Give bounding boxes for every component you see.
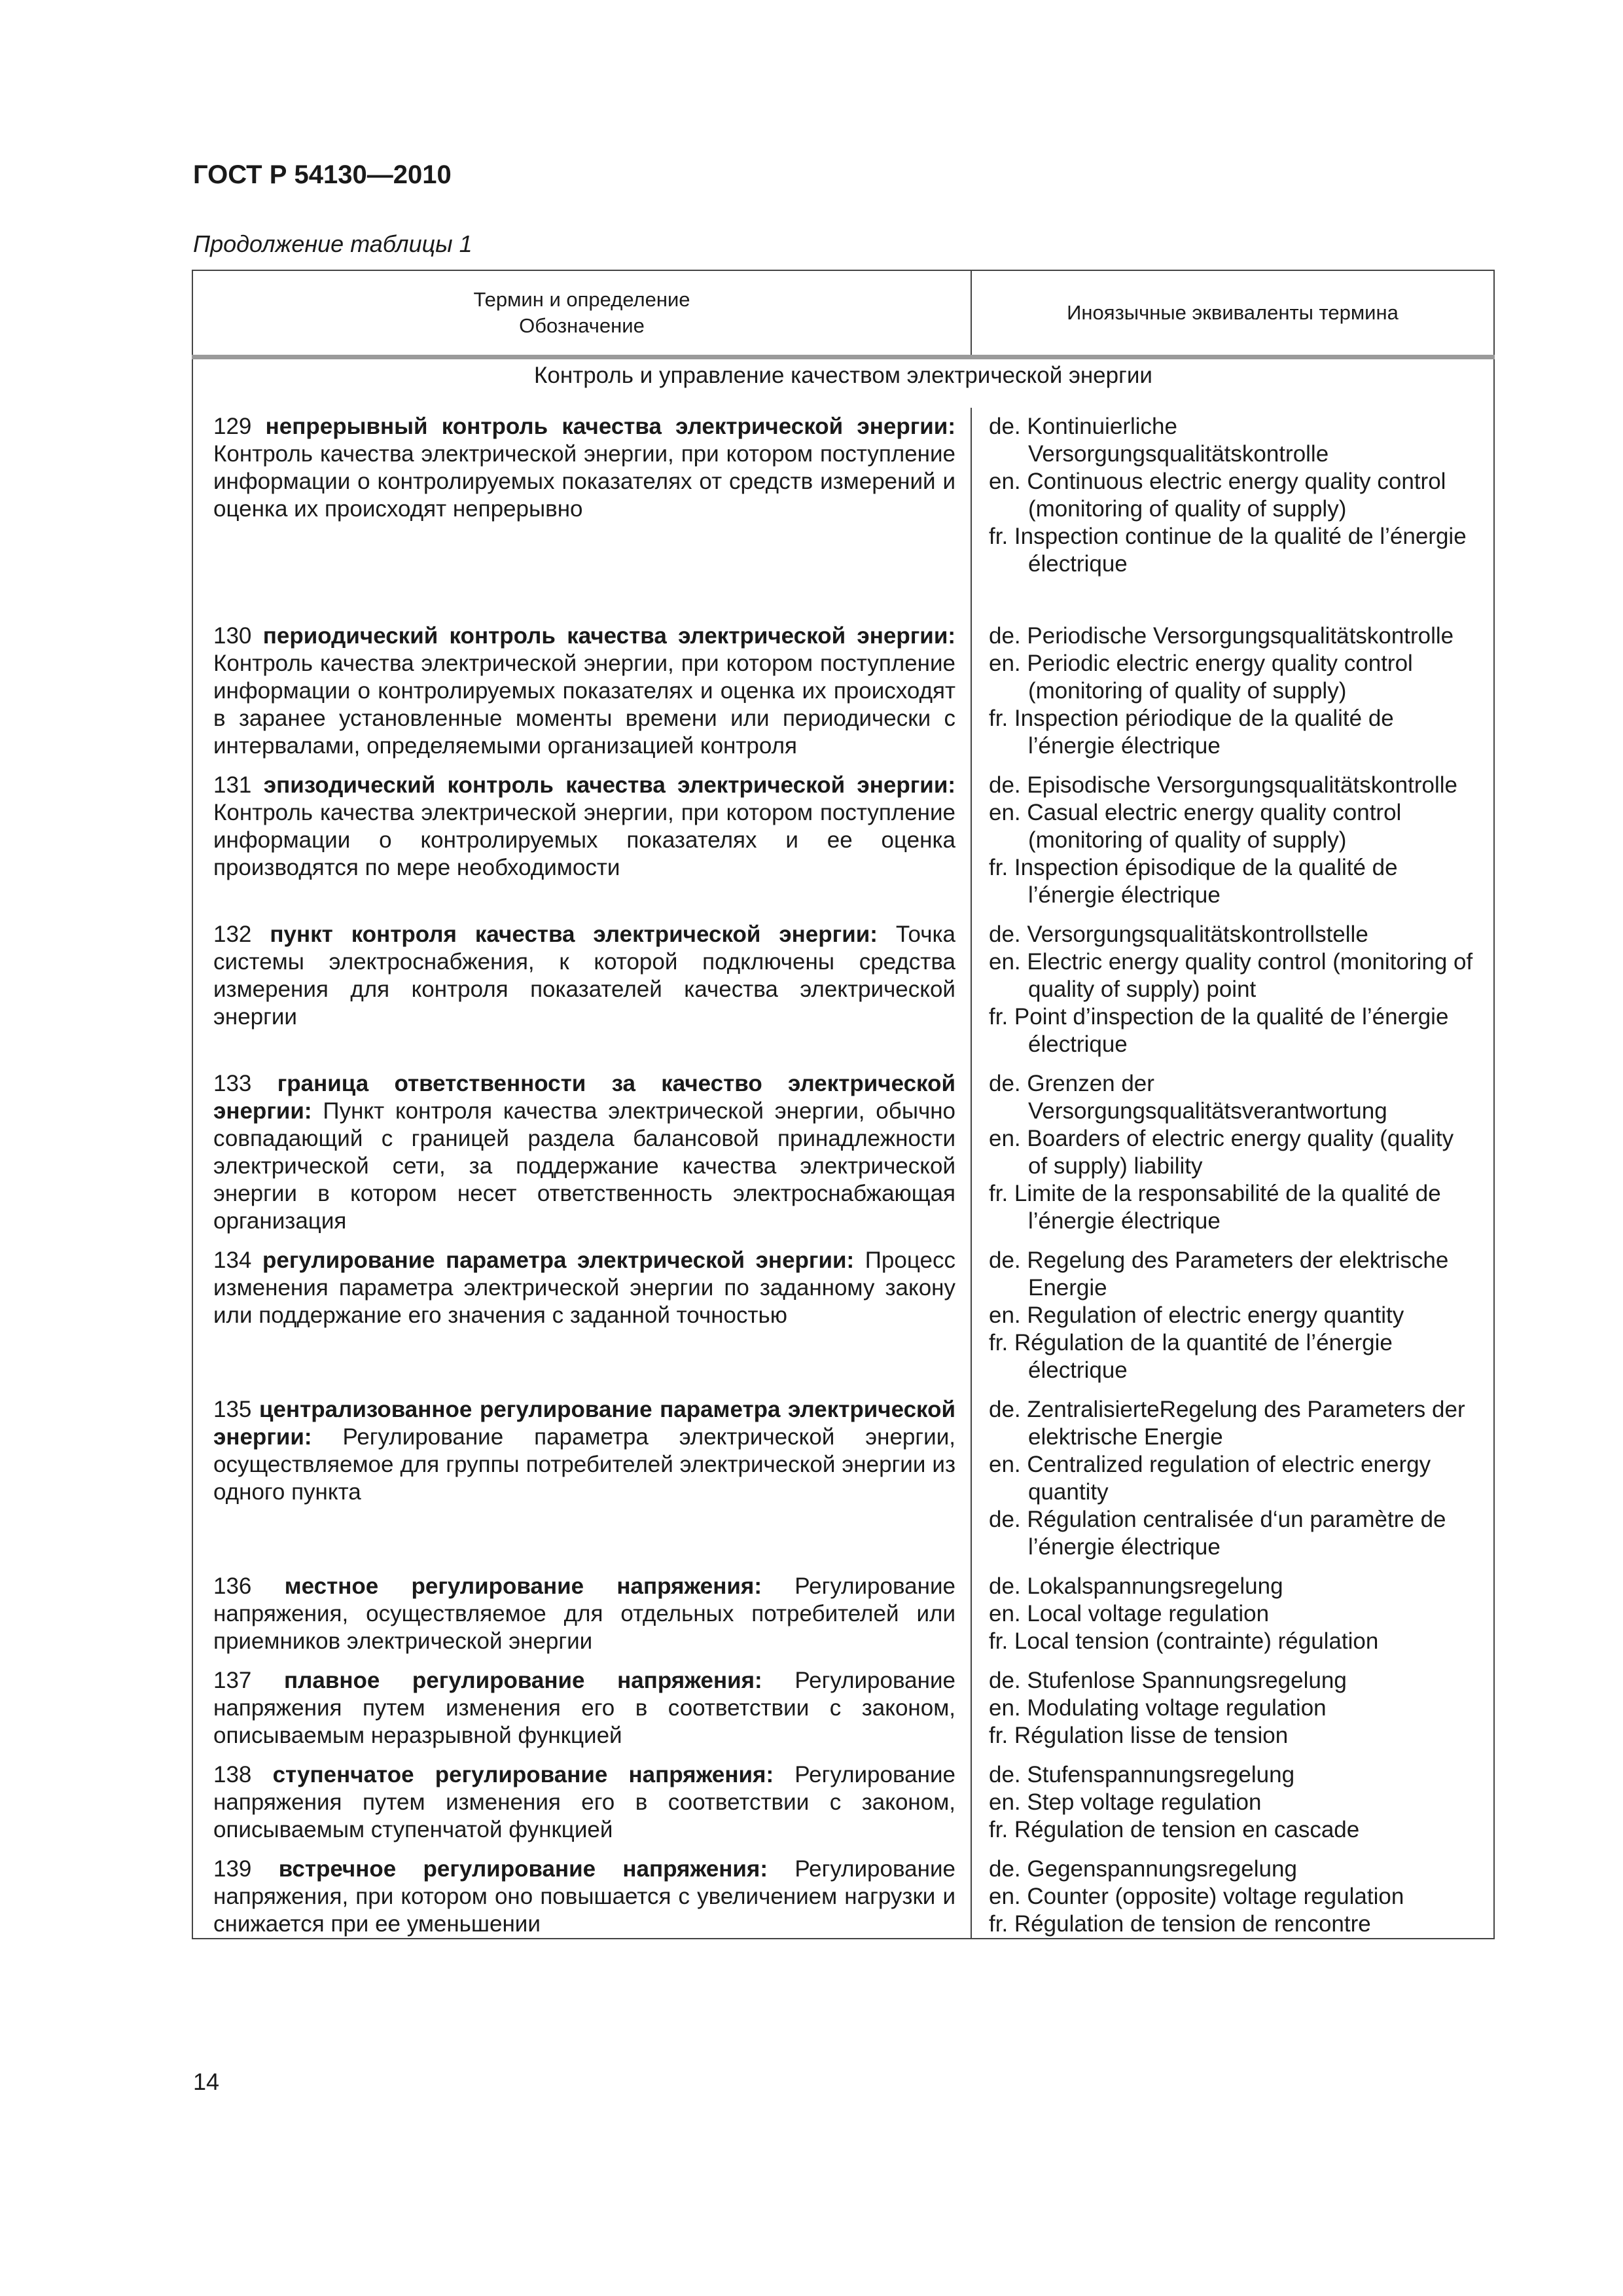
term-cell <box>192 617 971 766</box>
term-cell <box>192 1391 971 1568</box>
term-cell <box>192 766 971 916</box>
term-row <box>192 617 1494 766</box>
term-number: 131 <box>213 772 252 798</box>
equivalents-cell <box>971 1568 1494 1662</box>
term-definition: Процесс изменения параметра электрической энергии по заданному закону или поддержание его значения с заданной точностью <box>213 1247 955 1328</box>
term-entry <box>194 772 970 882</box>
term-number: 133 <box>213 1071 252 1096</box>
term-cell <box>192 1065 971 1242</box>
term-name: встречное регулирование напряжения: <box>278 1856 768 1882</box>
term-cell <box>192 1662 971 1756</box>
term-entry <box>194 413 970 523</box>
term-column-header-line2: Обозначение <box>519 314 645 337</box>
term-cell <box>192 1568 971 1662</box>
term-definition: Контроль качества электрической энергии, при котором поступление информации о контролируемых показателях и оценка их происходят в заранее установленные моменты времени или периодически с интервалами, определяемыми организацией контроля <box>213 651 955 759</box>
term-column-header <box>192 270 971 357</box>
term-entry <box>194 1573 970 1655</box>
equivalent-fr: fr. Inspection périodique de la qualité de l’énergie électrique <box>989 706 1394 759</box>
equivalent-en: en. Local voltage regulation <box>989 1601 1270 1626</box>
term-definition: Регулирование напряжения, при котором оно повышается с увеличением нагрузки и снижается при ее уменьшении <box>213 1856 955 1937</box>
term-definition: Пункт контроля качества электрической энергии, обычно совпадающий с границей раздела балансовой принадлежности электрической сети, за поддержание качества электрической энергии в котором несет ответственность электроснабжающая организация <box>213 1098 956 1234</box>
equivalent-en: en. Centralized regulation of electric energy quantity <box>989 1452 1431 1505</box>
term-name: централизованное регулирование параметра электрической энергии: <box>213 1397 955 1450</box>
equivalent-fr: fr. Limite de la responsabilité de la qualité de l’énergie électrique <box>989 1181 1441 1234</box>
equivalent-de: de. Regelung des Parameters der elektrische Energie <box>989 1247 1449 1300</box>
term-definition: Регулирование напряжения путем изменения его в соответствии с законом, описываемым ступенчатой функцией <box>213 1762 955 1842</box>
term-row <box>192 766 1494 916</box>
equivalent-de: de. Gegenspannungsregelung <box>989 1856 1297 1882</box>
term-row <box>192 916 1494 1065</box>
equivalents-cell <box>971 1242 1494 1391</box>
term-name: регулирование параметра электрической энергии: <box>262 1247 855 1273</box>
term-number: 129 <box>213 414 252 439</box>
equivalent-en: en. Regulation of electric energy quantity <box>989 1302 1404 1328</box>
equivalent-de: de. ZentralisierteRegelung des Parameters der elektrische Energie <box>989 1397 1465 1450</box>
term-number: 139 <box>213 1856 252 1882</box>
equivalent-en: en. Periodic electric energy quality control (monitoring of quality of supply) <box>989 651 1413 704</box>
term-row <box>192 1850 1494 1939</box>
term-cell <box>192 1850 971 1939</box>
term-row <box>192 408 1494 617</box>
equivalents-cell <box>971 1850 1494 1939</box>
equivalent-fr: fr. Régulation lisse de tension <box>989 1723 1289 1748</box>
term-name: периодический контроль качества электрической энергии: <box>262 623 955 649</box>
equivalent-en: en. Casual electric energy quality control (monitoring of quality of supply) <box>989 800 1402 853</box>
equivalent-fr: fr. Régulation de tension en cascade <box>989 1817 1360 1842</box>
term-number: 135 <box>213 1397 252 1422</box>
term-entry <box>194 1247 970 1329</box>
equivalents-cell <box>971 1756 1494 1850</box>
term-cell <box>192 916 971 1065</box>
equivalent-de: de. Episodische Versorgungsqualitätskontrolle <box>989 772 1457 798</box>
term-row <box>192 1756 1494 1850</box>
table-body <box>192 357 1494 1939</box>
equivalent-de: de. Stufenlose Spannungsregelung <box>989 1668 1347 1693</box>
term-entry <box>194 1070 970 1235</box>
equivalent-fr: fr. Régulation de tension de rencontre <box>989 1911 1371 1937</box>
term-definition: Регулирование параметра электрической энергии, осуществляемое для группы потребителей электрической энергии из одного пункта <box>213 1424 955 1505</box>
equivalents-cell <box>971 1065 1494 1242</box>
equivalent-fr: fr. Local tension (contrainte) régulation <box>989 1628 1379 1654</box>
term-definition: Регулирование напряжения путем изменения его в соответствии с законом, описываемым неразрывной функцией <box>213 1668 955 1748</box>
term-cell <box>192 1242 971 1391</box>
page-number: 14 <box>193 2068 220 2095</box>
term-number: 134 <box>213 1247 252 1273</box>
equivalent-en: en. Step voltage regulation <box>989 1789 1262 1815</box>
equivalents-cell <box>971 408 1494 617</box>
term-name: местное регулирование напряжения: <box>284 1573 762 1599</box>
term-number: 137 <box>213 1668 252 1693</box>
equivalent-fr: de. Régulation centralisée d‘un paramètre de l’énergie électrique <box>989 1507 1446 1560</box>
section-title: Контроль и управление качеством электрической энергии <box>192 357 1494 408</box>
term-entry <box>194 921 970 1031</box>
term-entry <box>194 1396 970 1506</box>
term-row <box>192 1568 1494 1662</box>
term-name: пункт контроля качества электрической энергии: <box>270 922 878 947</box>
term-column-header-line1: Термин и определение <box>473 288 690 311</box>
equivalents-cell <box>971 1391 1494 1568</box>
equivalent-fr: fr. Point d’inspection de la qualité de l’énergie électrique <box>989 1004 1449 1057</box>
term-number: 138 <box>213 1762 252 1787</box>
term-entry <box>194 1856 970 1938</box>
term-definition: Контроль качества электрической энергии, при котором поступление информации о контролируемых показателях и ее оценка производятся по мере необходимости <box>213 800 955 880</box>
term-entry <box>194 622 970 760</box>
term-name: эпизодический контроль качества электрической энергии: <box>263 772 955 798</box>
equivalents-cell <box>971 617 1494 766</box>
terms-table <box>192 270 1495 1939</box>
table-caption: Продолжение таблицы 1 <box>193 230 473 257</box>
term-entry <box>194 1667 970 1749</box>
equivalents-column-header: Иноязычные эквиваленты термина <box>971 270 1494 357</box>
equivalents-cell <box>971 916 1494 1065</box>
term-row <box>192 1065 1494 1242</box>
term-row <box>192 1391 1494 1568</box>
term-definition: Контроль качества электрической энергии, при котором поступление информации о контролируемых показателях от средств измерений и оценка их происходят непрерывно <box>213 441 955 522</box>
term-number: 130 <box>213 623 252 649</box>
equivalent-de: de. Lokalspannungsregelung <box>989 1573 1283 1599</box>
document-code: ГОСТ Р 54130—2010 <box>193 160 452 189</box>
equivalent-fr: fr. Régulation de la quantité de l’énergie électrique <box>989 1330 1393 1383</box>
term-definition: Регулирование напряжения, осуществляемое для отдельных потребителей или приемников электрической энергии <box>213 1573 955 1654</box>
term-name: плавное регулирование напряжения: <box>284 1668 762 1693</box>
term-name: непрерывный контроль качества электрической энергии: <box>265 414 955 439</box>
equivalent-en: en. Modulating voltage regulation <box>989 1695 1327 1721</box>
table-header <box>192 270 1494 357</box>
term-cell <box>192 408 971 617</box>
equivalent-de: de. Grenzen der Versorgungsqualitätsverantwortung <box>989 1071 1387 1124</box>
term-entry <box>194 1761 970 1844</box>
equivalents-cell <box>971 766 1494 916</box>
term-row <box>192 1242 1494 1391</box>
equivalents-cell <box>971 1662 1494 1756</box>
equivalent-de: de. Kontinuierliche Versorgungsqualitätskontrolle <box>989 414 1329 467</box>
equivalent-en: en. Counter (opposite) voltage regulation <box>989 1884 1404 1909</box>
term-number: 132 <box>213 922 252 947</box>
equivalent-fr: fr. Inspection continue de la qualité de l’énergie électrique <box>989 524 1467 577</box>
term-row <box>192 1662 1494 1756</box>
equivalent-en: en. Continuous electric energy quality control (monitoring of quality of supply) <box>989 469 1446 522</box>
equivalent-en: en. Electric energy quality control (monitoring of quality of supply) point <box>989 949 1473 1002</box>
equivalent-de: de. Stufenspannungsregelung <box>989 1762 1295 1787</box>
equivalent-fr: fr. Inspection épisodique de la qualité de l’énergie électrique <box>989 855 1398 908</box>
equivalent-de: de. Versorgungsqualitätskontrollstelle <box>989 922 1368 947</box>
term-cell <box>192 1756 971 1850</box>
term-name: граница ответственности за качество электрической энергии: <box>213 1071 955 1124</box>
term-name: ступенчатое регулирование напряжения: <box>272 1762 774 1787</box>
equivalent-en: en. Boarders of electric energy quality (quality of supply) liability <box>989 1126 1454 1179</box>
term-number: 136 <box>213 1573 252 1599</box>
term-definition: Точка системы электроснабжения, к которой подключены средства измерения для контроля показателей качества электрической энергии <box>213 922 955 1030</box>
equivalent-de: de. Periodische Versorgungsqualitätskontrolle <box>989 623 1454 649</box>
